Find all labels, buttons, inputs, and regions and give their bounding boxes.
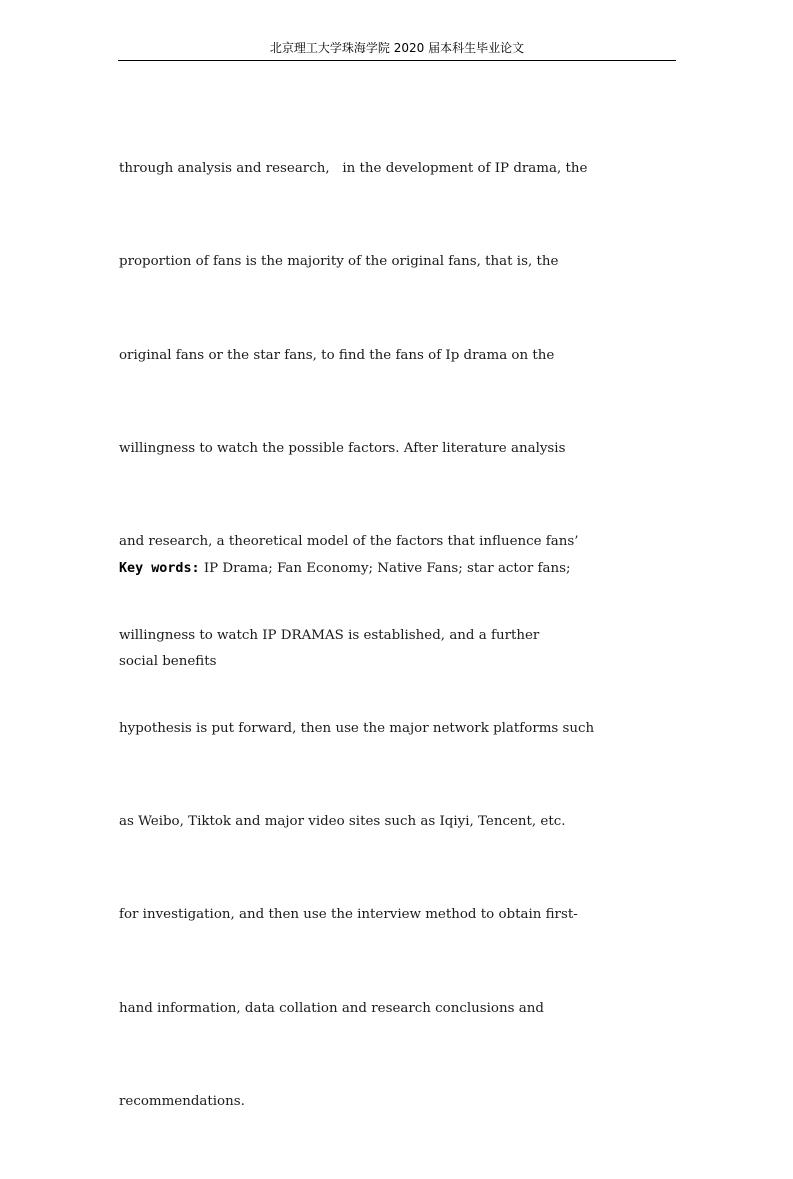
abstract-line: willingness to watch the possible factors. After literature analysis bbox=[119, 441, 566, 457]
abstract-line: willingness to watch IP DRAMAS is established, and a further bbox=[119, 627, 540, 643]
abstract-line: proportion of fans is the majority of the original fans, that is, the bbox=[119, 254, 559, 270]
keywords-line: social benefits bbox=[119, 654, 217, 670]
abstract-line: through analysis and research, in the development of IP drama, the bbox=[119, 161, 588, 177]
abstract-line: and research, a theoretical model of the factors that influence fans’ bbox=[119, 534, 579, 550]
abstract-line: hypothesis is put forward, then use the major network platforms such bbox=[119, 720, 595, 736]
abstract-line: as Weibo, Tiktok and major video sites such as Iqiyi, Tencent, etc. bbox=[119, 814, 566, 830]
header-title: 北京理工大学珠海学院 2020 届本科生毕业论文 bbox=[269, 41, 525, 55]
abstract-line: for investigation, and then use the interview method to obtain first- bbox=[119, 907, 578, 923]
abstract-line: recommendations. bbox=[119, 1094, 245, 1109]
page-header bbox=[118, 38, 676, 61]
keywords-list: IP Drama; Fan Economy; Native Fans; star actor fans; bbox=[199, 561, 571, 577]
keywords-label: Key words: bbox=[119, 561, 200, 577]
abstract-line: original fans or the star fans, to find the fans of Ip drama on the bbox=[119, 347, 555, 363]
keywords-line bbox=[119, 553, 679, 584]
abstract-line: hand information, data collation and research conclusions and bbox=[119, 1000, 544, 1016]
keywords-section bbox=[119, 491, 679, 740]
